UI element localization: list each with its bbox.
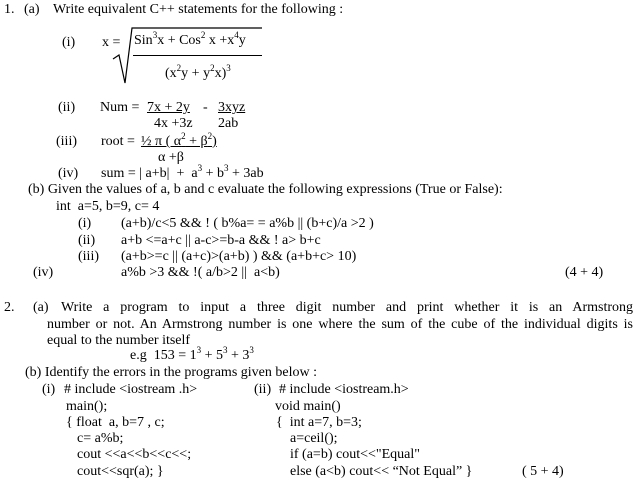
q1-ii-label: (ii) bbox=[58, 100, 76, 115]
q1-i-label: (i) bbox=[62, 35, 76, 50]
q1-i-numerator: Sin$^3$x + Cos$^2$ $x +x^4y$ bbox=[134, 30, 246, 48]
q2-prog2-label: (ii) bbox=[254, 382, 272, 397]
q1-ii-frac1-numerator: 7x + 2y bbox=[147, 100, 190, 115]
q1-ii-lhs: Num = bbox=[100, 100, 140, 115]
q1-ii-frac1-denominator: 4x +3z bbox=[154, 116, 193, 131]
q1-iii-denominator: α +β bbox=[158, 150, 184, 165]
code-line: c= a%b; bbox=[77, 431, 124, 446]
q2-a-line2: number or not. An Armstrong number is one where the sum of the cube of the individual digits is bbox=[47, 317, 633, 332]
q2-marks: ( 5 + 4) bbox=[522, 464, 564, 479]
code-line: cout <<a<<b<<c<<; bbox=[77, 447, 192, 462]
q1-iii-lhs: root = bbox=[101, 134, 135, 149]
q1-b-item-expression: a+b <=a+c || a-c>=b-a && ! a> b+c bbox=[121, 233, 321, 248]
q1-b-item-expression: a%b >3 && !( a/b>2 || a<b) bbox=[121, 265, 280, 280]
q1-iv-expression: sum = | $a+b| + a^3 + b^3 + 3ab$ bbox=[101, 163, 264, 181]
q2-a-label: (a) bbox=[33, 300, 49, 315]
q1-iii-label: (iii) bbox=[56, 134, 77, 149]
code-line: else (a<b) cout<< “Not Equal” } bbox=[290, 464, 473, 479]
q1-b-item-label: (i) bbox=[78, 216, 92, 231]
q1-a-text: Write equivalent C++ statements for the following : bbox=[53, 2, 344, 17]
q2-example: e.g $153 = 1^3 + 5^3 + 3^3$ bbox=[130, 345, 254, 363]
q1-b-item-label: (iii) bbox=[78, 249, 99, 264]
q1-number: 1. bbox=[4, 2, 15, 17]
code-line: { int a=7, b=3; bbox=[276, 415, 362, 430]
q1-i-lhs: x = bbox=[102, 35, 121, 50]
q2-b-text: (b) Identify the errors in the programs given below : bbox=[25, 365, 317, 380]
q1-a-label: (a) bbox=[24, 2, 40, 17]
q2-a-line3: equal to the number itself bbox=[47, 333, 191, 348]
q1-ii-frac2-denominator: 2ab bbox=[218, 116, 239, 131]
q1-i-denominator: $(x^2y + y^2x)^3$ bbox=[165, 63, 231, 81]
q1-ii-frac2-numerator: 3xyz bbox=[218, 100, 246, 115]
code-line: # include <iostream .h> bbox=[64, 382, 198, 397]
code-line: { float a, b=7 , c; bbox=[66, 415, 165, 430]
q1-b-item-label: (iv) bbox=[33, 265, 54, 280]
q1-b-initialization: int a=5, b=9, c= 4 bbox=[56, 199, 160, 214]
q1-i-fraction-bar bbox=[133, 55, 262, 56]
q1-b-item-expression: (a+b>=c || (a+c)>(a+b) ) && (a+b+c> 10) bbox=[121, 249, 357, 264]
q1-b-text: (b) Given the values of a, b and c evaluate the following expressions (True or False): bbox=[28, 182, 503, 197]
code-line: # include <iostream.h> bbox=[279, 382, 409, 397]
q1-b-item-label: (ii) bbox=[78, 233, 96, 248]
q1-iv-label: (iv) bbox=[58, 166, 79, 181]
code-line: a=ceil(); bbox=[290, 431, 338, 446]
code-line: main(); bbox=[66, 399, 108, 414]
q2-number: 2. bbox=[4, 300, 15, 315]
q1-ii-minus: - bbox=[203, 100, 208, 115]
q2-prog1-label: (i) bbox=[42, 382, 56, 397]
code-line: if (a=b) cout<<"Equal" bbox=[290, 447, 420, 462]
code-line: void main() bbox=[275, 399, 341, 414]
q2-a-line1: Write a program to input a three digit number and print whether it is an Armstrong bbox=[61, 300, 633, 315]
code-line: cout<<sqr(a); } bbox=[77, 464, 164, 479]
q1-iii-numerator: ½ π ( $\alpha^2 + \beta^2$) bbox=[141, 131, 217, 149]
q1-b-item-expression: (a+b)/c<5 && ! ( b%a= = a%b || (b+c)/a >2 ) bbox=[121, 216, 374, 231]
q1-marks: (4 + 4) bbox=[565, 265, 604, 280]
